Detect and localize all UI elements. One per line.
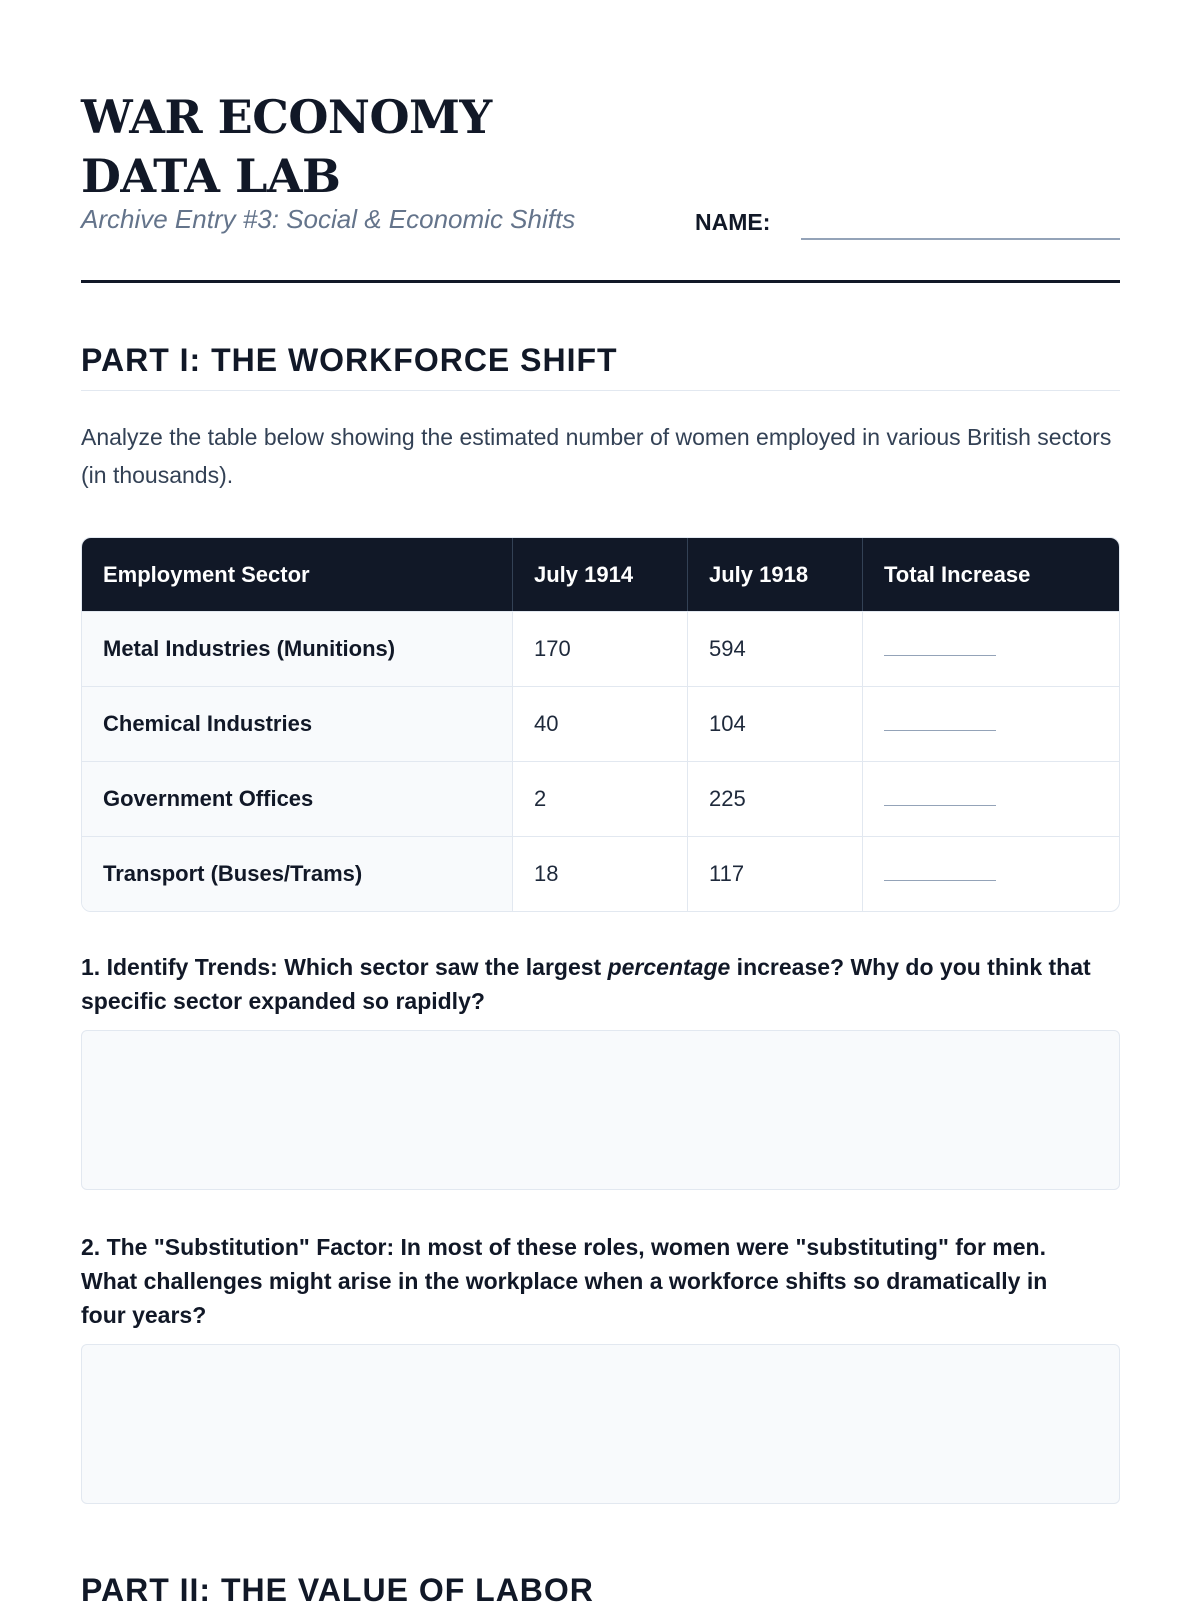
header-divider	[81, 280, 1120, 283]
sector-cell: Transport (Buses/Trams)	[82, 836, 513, 911]
column-header-1914: July 1914	[513, 538, 688, 611]
value-1918-cell: 117	[688, 836, 863, 911]
increase-answer-blank[interactable]	[884, 866, 996, 881]
value-1914-cell: 2	[513, 761, 688, 836]
table-row	[82, 836, 1119, 911]
column-header-1918: July 1918	[688, 538, 863, 611]
column-header-increase: Total Increase	[863, 538, 1119, 611]
value-1918-cell: 594	[688, 611, 863, 686]
increase-answer-blank[interactable]	[884, 716, 996, 731]
value-1914-cell: 170	[513, 611, 688, 686]
value-1914-cell: 18	[513, 836, 688, 911]
increase-cell	[863, 686, 1119, 761]
name-label: NAME:	[695, 209, 771, 235]
sector-cell: Metal Industries (Munitions)	[82, 611, 513, 686]
increase-answer-blank[interactable]	[884, 641, 996, 656]
answer-box-2[interactable]	[81, 1344, 1120, 1504]
increase-cell	[863, 836, 1119, 911]
sector-cell: Government Offices	[82, 761, 513, 836]
value-1918-cell: 104	[688, 686, 863, 761]
employment-table	[81, 537, 1120, 912]
value-1914-cell: 40	[513, 686, 688, 761]
section-title-part-1: PART I: THE WORKFORCE SHIFT	[81, 342, 618, 378]
section-title-part-2: PART II: THE VALUE OF LABOR	[81, 1572, 594, 1608]
page-subtitle: Archive Entry #3: Social & Economic Shifts	[81, 204, 576, 234]
section-divider	[81, 390, 1120, 391]
question-1-emphasis: percentage	[607, 954, 731, 980]
worksheet-header	[81, 80, 1120, 282]
table-header-row	[82, 538, 1119, 611]
table-row	[82, 686, 1119, 761]
name-field[interactable]	[801, 238, 1120, 240]
value-1918-cell: 225	[688, 761, 863, 836]
instructions-text: Analyze the table below showing the estimated number of women employed in various British sectors (in thousands).	[81, 424, 1112, 488]
increase-answer-blank[interactable]	[884, 791, 996, 806]
sector-cell: Chemical Industries	[82, 686, 513, 761]
page-title: WAR ECONOMY DATA LAB	[81, 90, 492, 203]
question-2: 2. The "Substitution" Factor: In most of these roles, women were "substituting" for men. What challenges might arise in the workplace when a workforce shifts so dramatically in four years?	[81, 1234, 1048, 1328]
increase-cell	[863, 761, 1119, 836]
answer-box-1[interactable]	[81, 1030, 1120, 1190]
table-row	[82, 611, 1119, 686]
table-row	[82, 761, 1119, 836]
increase-cell	[863, 611, 1119, 686]
question-1	[81, 950, 1091, 1018]
question-1-text-start: 1. Identify Trends: Which sector saw the largest	[81, 954, 608, 980]
question-1-text-end: increase? Why do you think that specific sector expanded so rapidly?	[81, 954, 1091, 1014]
column-header-sector: Employment Sector	[82, 538, 513, 611]
